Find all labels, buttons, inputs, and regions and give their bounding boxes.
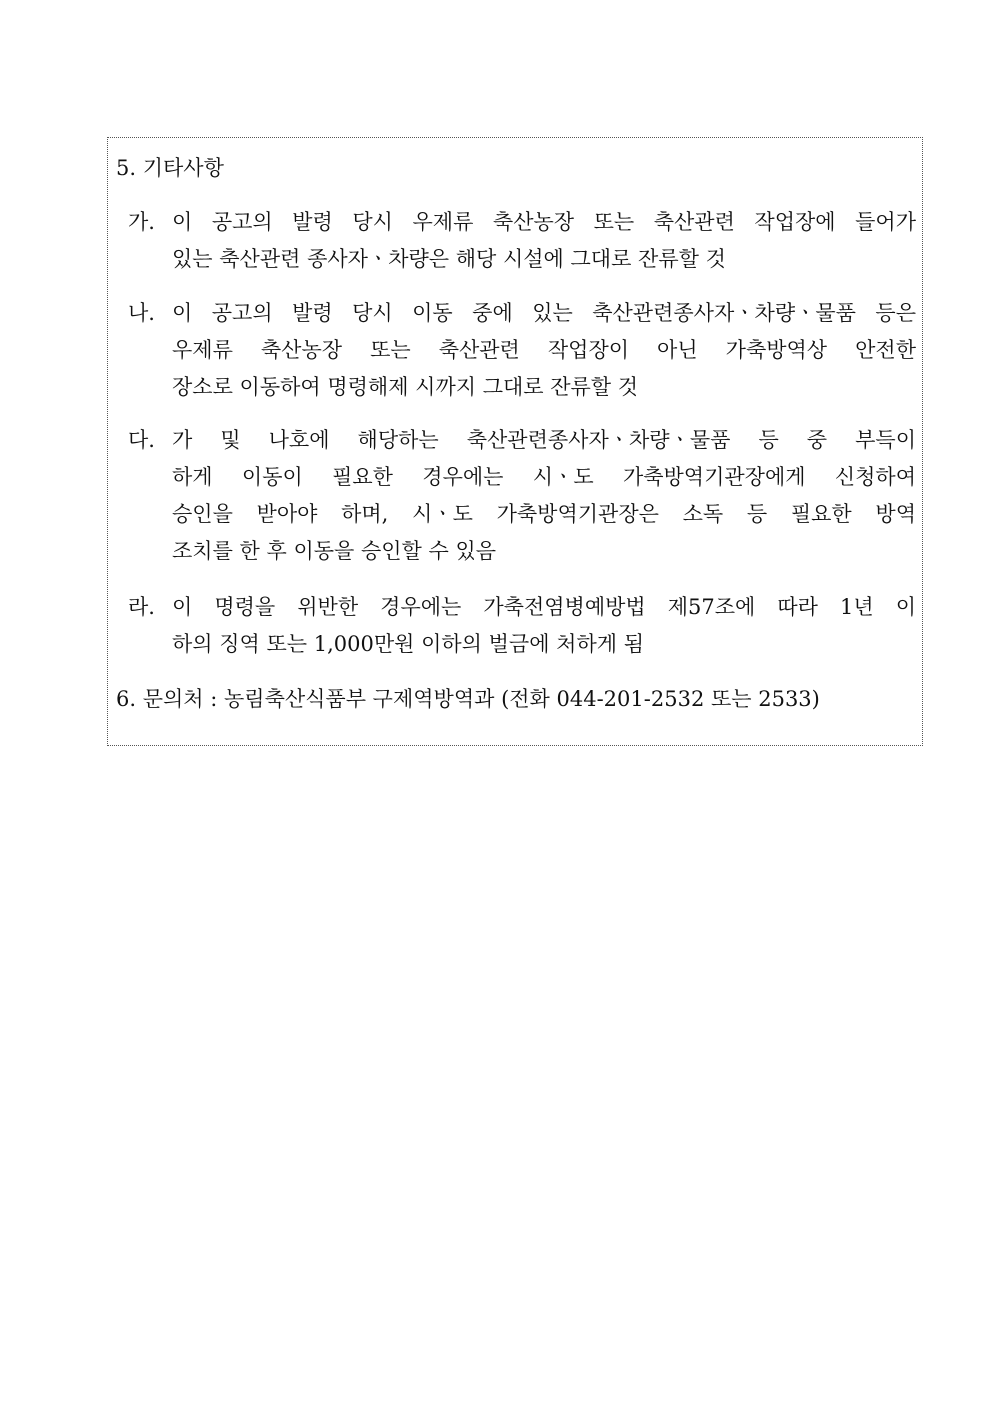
- notice-box: [107, 137, 923, 746]
- item-text: [172, 295, 916, 406]
- item-line: 하게 이동이 필요한 경우에는 시ㆍ도 가축방역기관장에게 신청하여: [172, 465, 916, 489]
- item-line: 가 및 나호에 해당하는 축산관련종사자ㆍ차량ㆍ물품 등 중 부득이: [172, 428, 916, 452]
- list-item-ga: [128, 204, 916, 278]
- item-line: 장소로 이동하여 명령해제 시까지 그대로 잔류할 것: [172, 375, 639, 399]
- list-item-ra: [128, 589, 916, 663]
- item-line: 이 공고의 발령 당시 우제류 축산농장 또는 축산관련 작업장에 들어가: [172, 210, 916, 234]
- item-line: 조치를 한 후 이동을 승인할 수 있음: [172, 539, 497, 563]
- item-text: [172, 204, 916, 278]
- item-line: 승인을 받아야 하며, 시ㆍ도 가축방역기관장은 소독 등 필요한 방역: [172, 502, 916, 526]
- item-marker: 가.: [128, 210, 155, 234]
- item-text: [172, 589, 916, 663]
- item-line: 이 명령을 위반한 경우에는 가축전염병예방법 제57조에 따라 1년 이: [172, 595, 916, 619]
- list-item-na: [128, 295, 916, 406]
- item-marker: 라.: [128, 595, 155, 619]
- item-line: 우제류 축산농장 또는 축산관련 작업장이 아닌 가축방역상 안전한: [172, 338, 916, 362]
- list-item-da: [128, 422, 916, 570]
- item-marker: 나.: [128, 301, 155, 325]
- item-marker: 다.: [128, 428, 155, 452]
- item-text: [172, 422, 916, 570]
- section-6-contact: 6. 문의처 : 농림축산식품부 구제역방역과 (전화 044-201-2532 또는 2533): [116, 687, 820, 711]
- item-line: 이 공고의 발령 당시 이동 중에 있는 축산관련종사자ㆍ차량ㆍ물품 등은: [172, 301, 916, 325]
- section-5-title: 5. 기타사항: [116, 156, 224, 180]
- item-line: 있는 축산관련 종사자ㆍ차량은 해당 시설에 그대로 잔류할 것: [172, 247, 726, 271]
- item-line: 하의 징역 또는 1,000만원 이하의 벌금에 처하게 됨: [172, 632, 644, 656]
